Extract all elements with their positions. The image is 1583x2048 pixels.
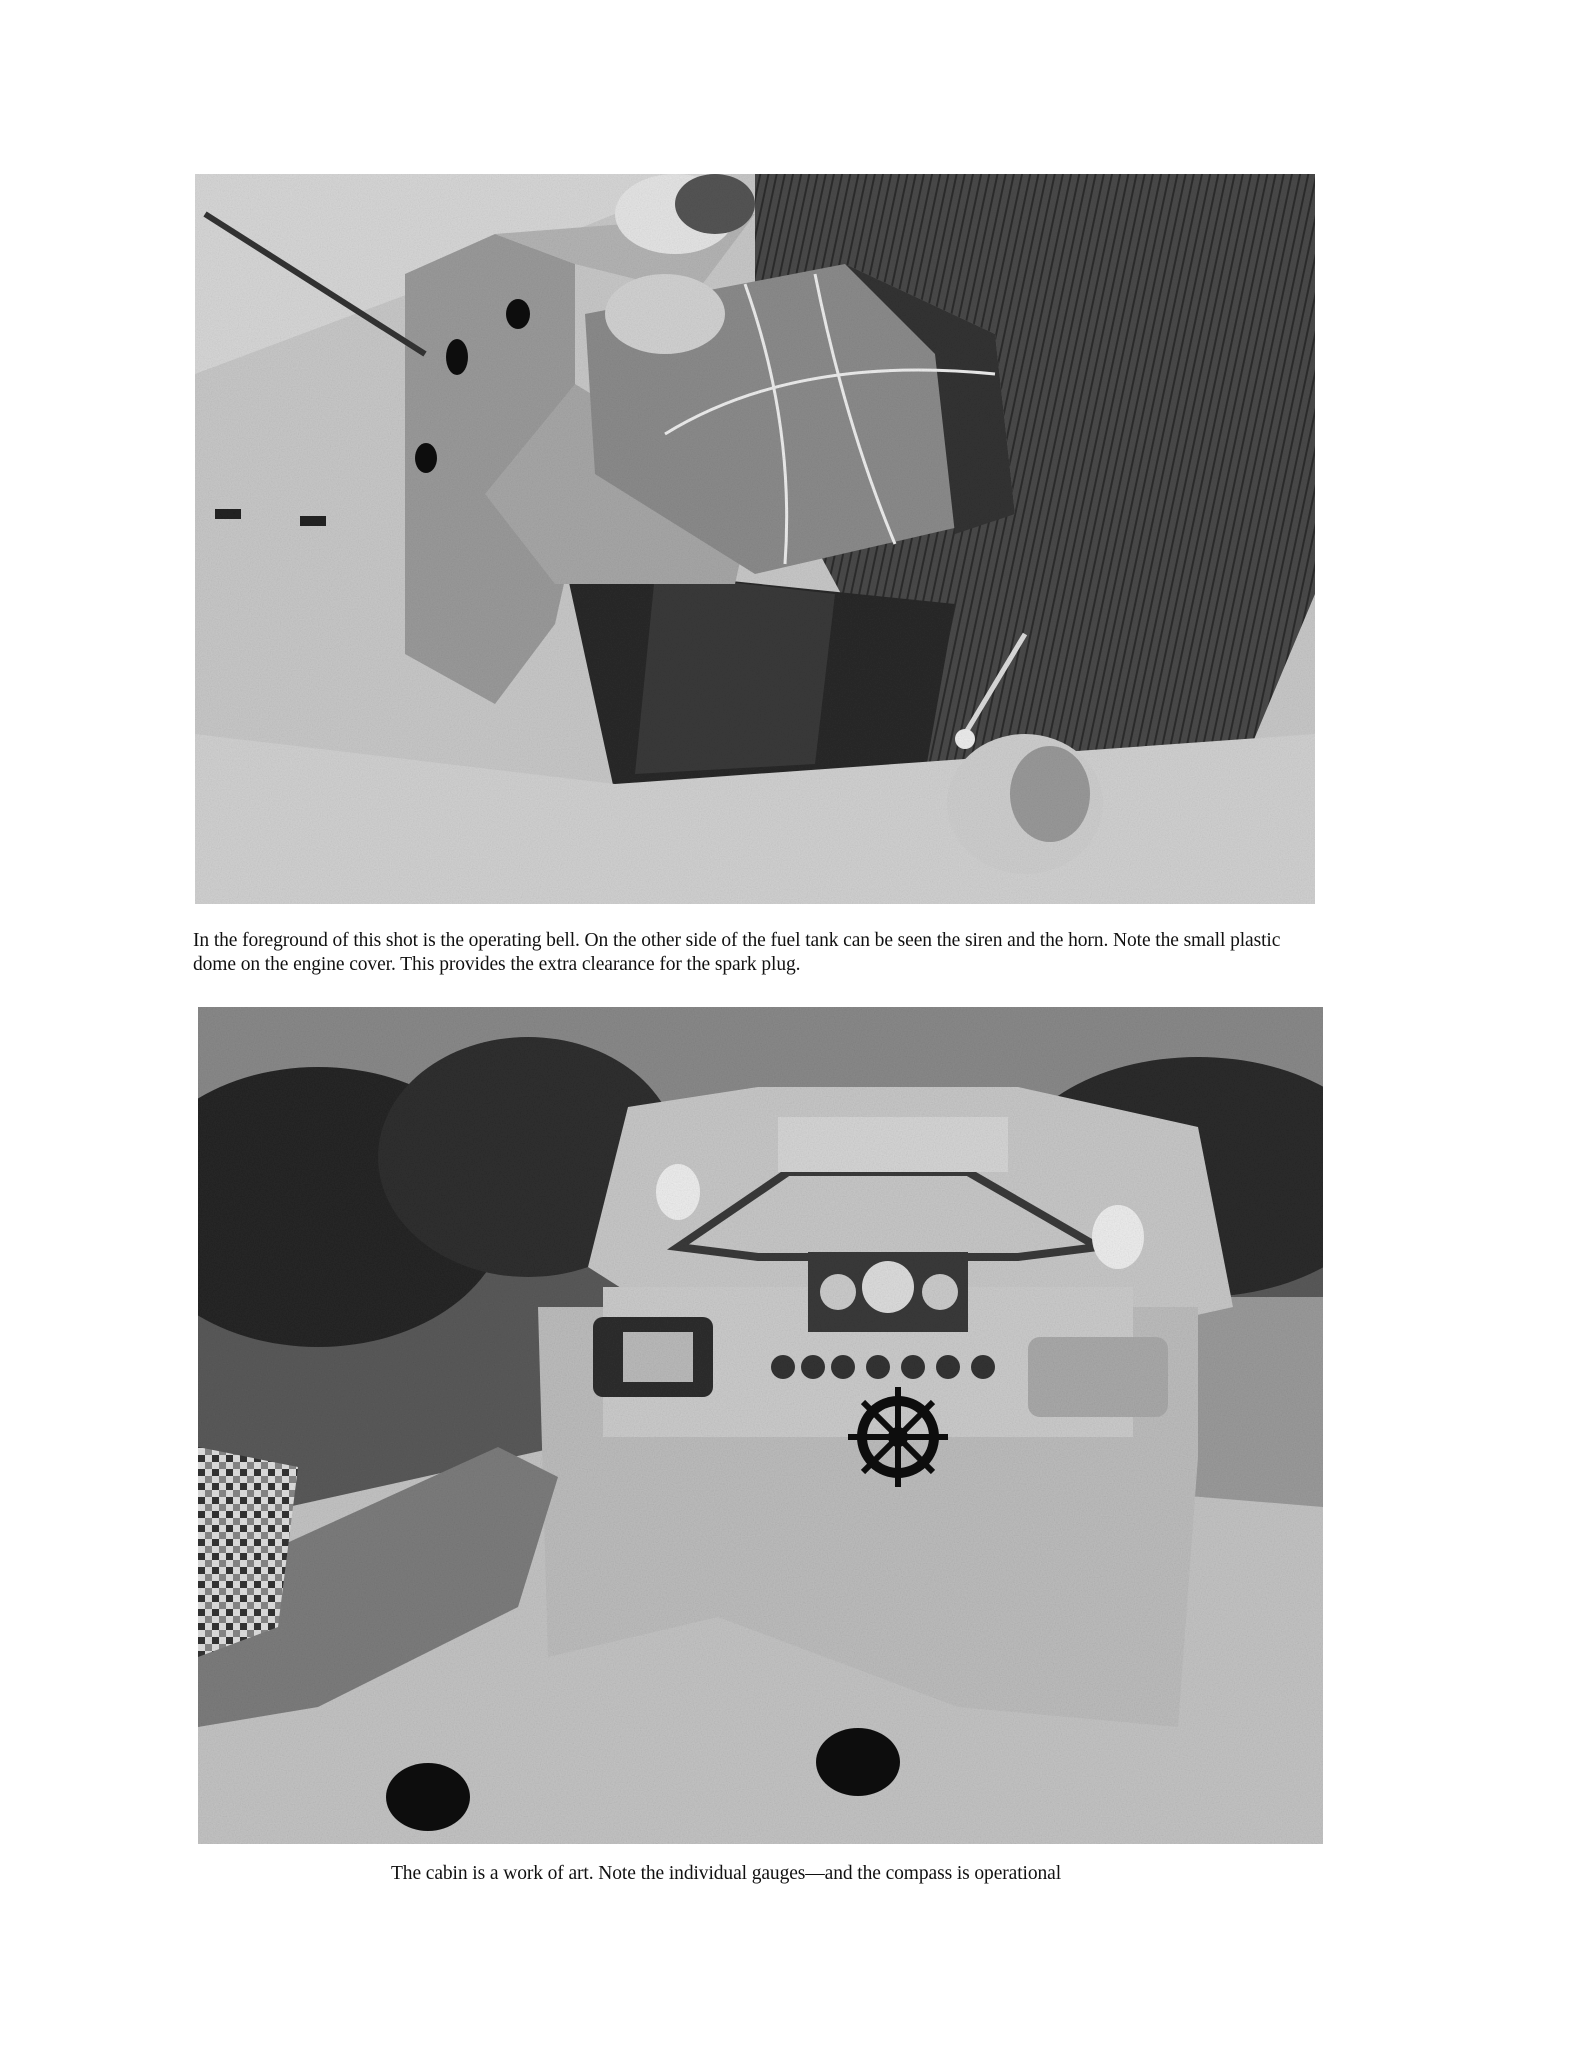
cabin-illustration <box>198 1007 1323 1844</box>
engine-photo-caption <box>193 929 1393 977</box>
engine-caption-line-2: dome on the engine cover. This provides the extra clearance for the spark plug. <box>193 954 801 975</box>
engine-caption-line-1: In the foreground of this shot is the operating bell. On the other side of the fuel tank can be seen the siren and the horn. Note the small plastic <box>193 930 1281 951</box>
cabin-photo-caption: The cabin is a work of art. Note the individual gauges—and the compass is operational <box>391 1863 1062 1884</box>
engine-compartment-illustration <box>195 174 1315 904</box>
cabin-photo <box>198 1007 1323 1844</box>
engine-compartment-photo <box>195 174 1315 904</box>
